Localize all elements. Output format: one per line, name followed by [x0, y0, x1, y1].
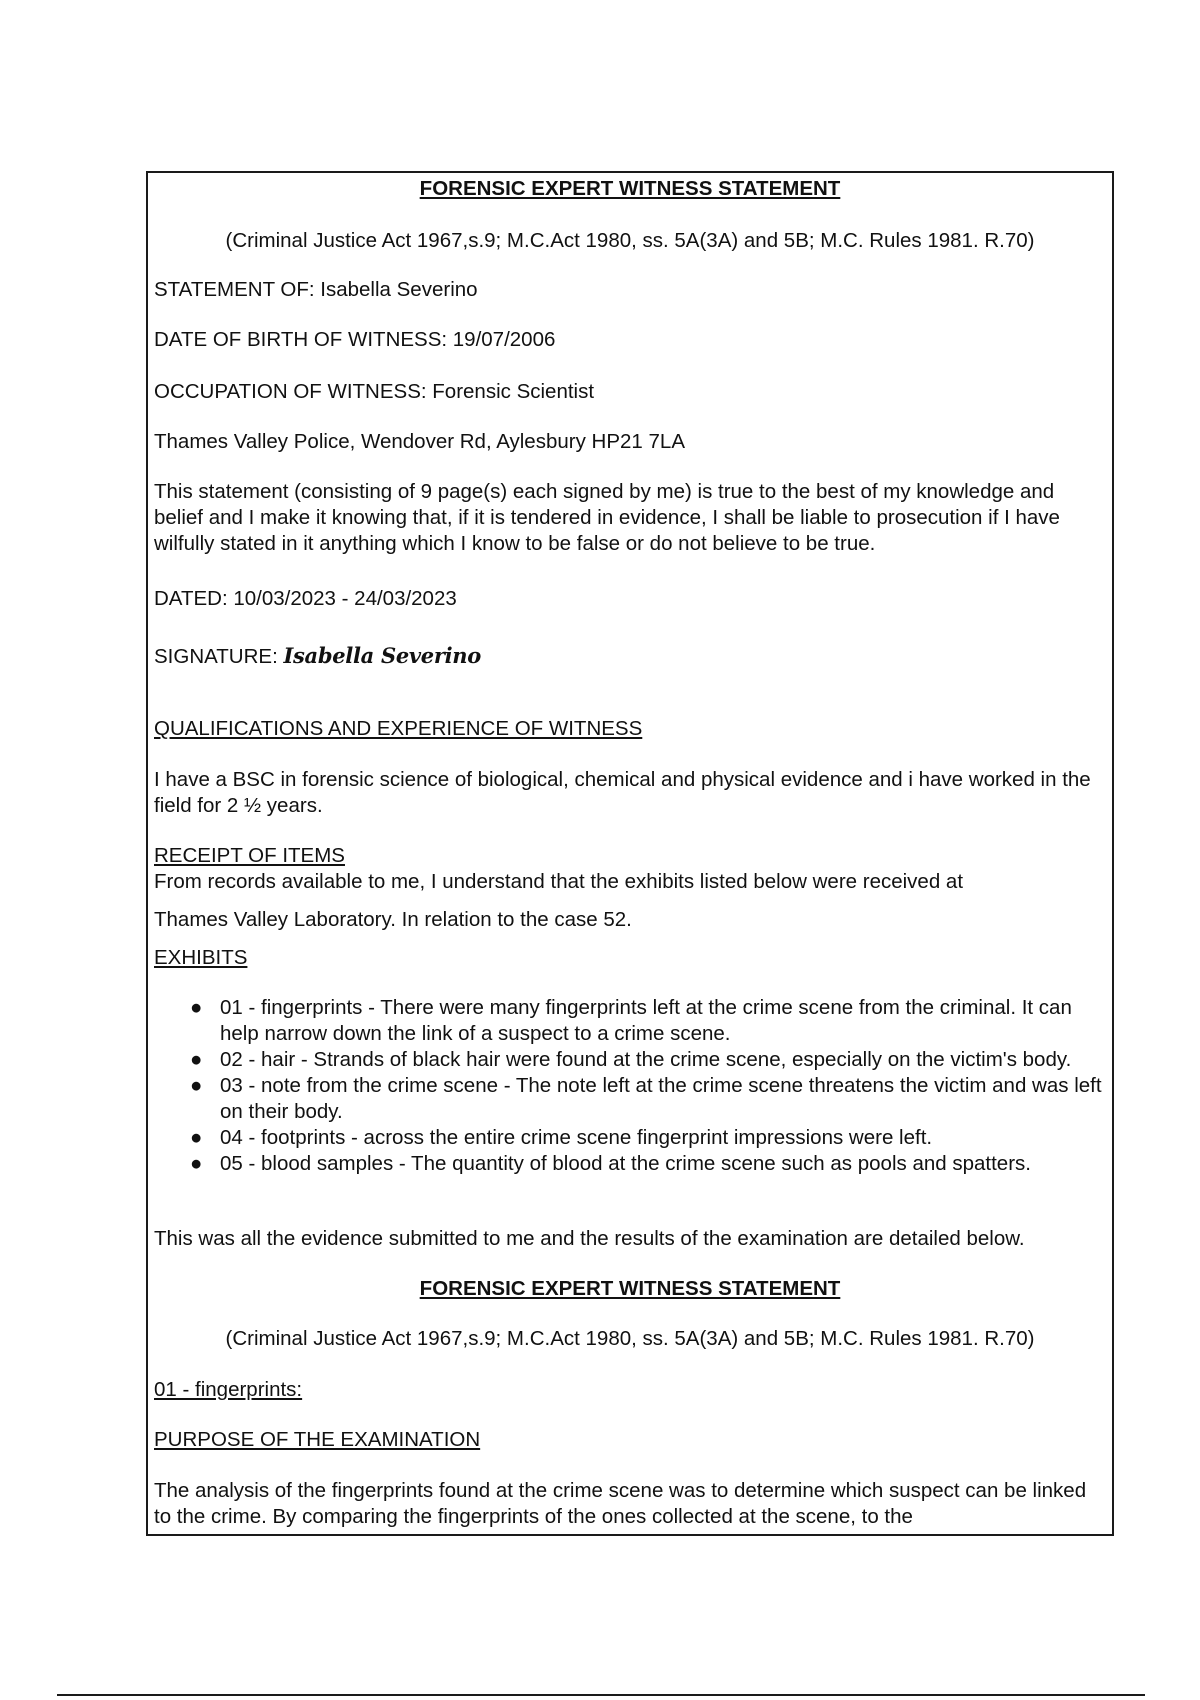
- evidence-summary: This was all the evidence submitted to me and the results of the examination are detailed below.: [154, 1227, 1025, 1250]
- qualifications-heading: QUALIFICATIONS AND EXPERIENCE OF WITNESS: [154, 717, 643, 740]
- date-of-birth: DATE OF BIRTH OF WITNESS: 19/07/2006: [154, 328, 556, 351]
- declaration-paragraph: This statement (consisting of 9 page(s) each signed by me) is true to the best of my knowledge and belief and I make it knowing that, if it is tendered in evidence, I shall be liable to prosecution if I have wilfully stated in it anything which I know to be false or do not believe to be true.: [154, 480, 1060, 555]
- bullet-icon: ●: [190, 1126, 203, 1149]
- bullet-icon: ●: [190, 1074, 203, 1097]
- dated: DATED: 10/03/2023 - 24/03/2023: [154, 587, 457, 610]
- receipt-heading: RECEIPT OF ITEMS: [154, 844, 345, 867]
- list-item: ● 02 - hair - Strands of black hair were found at the crime scene, especially on the victim's body.: [190, 1048, 1072, 1071]
- exhibits-heading: EXHIBITS: [154, 946, 248, 969]
- list-item: ● 04 - footprints - across the entire crime scene fingerprint impressions were left.: [190, 1126, 933, 1149]
- bottom-rule: [57, 1694, 1145, 1696]
- bullet-icon: ●: [190, 1152, 203, 1175]
- bullet-icon: ●: [190, 1048, 203, 1071]
- qualifications-text: I have a BSC in forensic science of biological, chemical and physical evidence and i have worked in the field for 2 ½ years.: [154, 768, 1091, 817]
- address: Thames Valley Police, Wendover Rd, Aylesbury HP21 7LA: [154, 430, 685, 453]
- exhibit-fingerprints-heading: 01 - fingerprints:: [154, 1378, 303, 1401]
- statement-frame: [146, 171, 1114, 1536]
- list-item: ● 03 - note from the crime scene - The note left at the crime scene threatens the victim and was left on their body.: [190, 1074, 1102, 1123]
- list-item: ● 01 - fingerprints - There were many fingerprints left at the crime scene from the criminal. It can help narrow down the link of a suspect to a crime scene.: [190, 996, 1072, 1045]
- bullet-icon: ●: [190, 996, 203, 1019]
- exhibits-list: [190, 995, 1106, 1177]
- statement-title: FORENSIC EXPERT WITNESS STATEMENT: [419, 177, 841, 200]
- signature-line: [154, 643, 1106, 670]
- statement-of: STATEMENT OF: Isabella Severino: [154, 278, 478, 301]
- purpose-heading: PURPOSE OF THE EXAMINATION: [154, 1428, 481, 1451]
- act-reference: (Criminal Justice Act 1967,s.9; M.C.Act 1980, ss. 5A(3A) and 5B; M.C. Rules 1981. R.70): [225, 229, 1035, 252]
- receipt-line-2: Thames Valley Laboratory. In relation to the case 52.: [154, 908, 632, 931]
- signature-label: SIGNATURE:: [154, 645, 278, 668]
- occupation: OCCUPATION OF WITNESS: Forensic Scientist: [154, 380, 595, 403]
- act-reference-2: (Criminal Justice Act 1967,s.9; M.C.Act 1980, ss. 5A(3A) and 5B; M.C. Rules 1981. R.70): [225, 1327, 1035, 1350]
- receipt-line-1: From records available to me, I understand that the exhibits listed below were received at: [154, 870, 964, 893]
- list-item: ● 05 - blood samples - The quantity of blood at the crime scene such as pools and spatters.: [190, 1152, 1031, 1175]
- purpose-text: The analysis of the fingerprints found at the crime scene was to determine which suspect can be linked to the crime. By comparing the fingerprints of the ones collected at the scene, to the: [154, 1479, 1087, 1528]
- statement-title-2: FORENSIC EXPERT WITNESS STATEMENT: [419, 1277, 841, 1300]
- signature: Isabella Severino: [283, 643, 481, 668]
